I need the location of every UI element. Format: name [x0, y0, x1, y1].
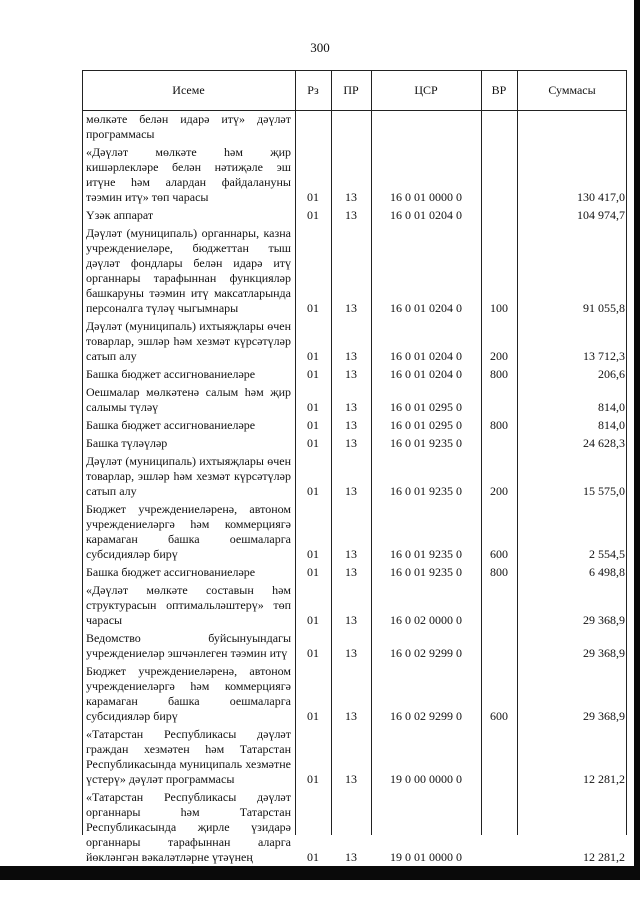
cell-name: Дәүләт (муниципаль) ихтыяҗлары өчен товарлар, эшләр һәм хезмәт күрсәтүләр сатып алу	[86, 319, 291, 363]
cell-name: Дәүләт (муниципаль) органнары, казна учреждениеләре, бюджеттан тыш дәүләт фондлары белән идарә итү органнары тарафыннан функцияләр башкаруны тәэмин итү максатларында персоналга түләү чыгымнары	[86, 226, 291, 315]
table-row	[82, 664, 627, 727]
cell-sum: 814,0	[598, 400, 625, 414]
cell-name: Башка бюджет ассигнованиеләре	[86, 418, 256, 432]
cell-pr: 13	[345, 646, 357, 660]
cell-sum: 29 368,9	[583, 613, 625, 627]
table-row	[82, 790, 627, 868]
cell-pr: 13	[345, 484, 357, 498]
cell-name: Бюджет учреждениеләренә, автоном учреждениеләргә һәм коммерциягә карамаган башка оешмаларга субсидияләр бирү	[86, 502, 291, 561]
cell-name: Ведомство буйсынуындагы учреждениеләр эшчәнлеген тәэмин итү	[86, 631, 291, 660]
cell-name: Башка бюджет ассигнованиеләре	[86, 565, 256, 579]
cell-rz: 01	[307, 646, 319, 660]
table-row	[82, 631, 627, 664]
table-row	[82, 583, 627, 631]
cell-rz: 01	[307, 349, 319, 363]
cell-csr: 16 0 01 0204 0	[390, 301, 462, 315]
cell-csr: 19 0 01 0000 0	[390, 850, 462, 864]
table-row	[82, 319, 627, 367]
cell-pr: 13	[345, 850, 357, 864]
table-row	[82, 145, 627, 208]
cell-sum: 2 554,5	[589, 547, 625, 561]
cell-sum: 814,0	[598, 418, 625, 432]
cell-csr: 16 0 01 9235 0	[390, 547, 462, 561]
cell-name: мөлкәте белән идарә итү» дәүләт программасы	[86, 112, 291, 141]
cell-csr: 16 0 02 0000 0	[390, 613, 462, 627]
cell-rz: 01	[307, 400, 319, 414]
scan-bottom-bar	[0, 866, 640, 880]
scan-edge	[634, 0, 640, 866]
header-rz: Рз	[307, 82, 319, 97]
cell-csr: 16 0 02 9299 0	[390, 646, 462, 660]
cell-csr: 16 0 01 0295 0	[390, 418, 462, 432]
cell-sum: 12 281,2	[583, 772, 625, 786]
cell-sum: 15 575,0	[583, 484, 625, 498]
header-name: Исеме	[172, 82, 205, 97]
table-row	[82, 418, 627, 436]
cell-pr: 13	[345, 565, 357, 579]
cell-csr: 16 0 01 9235 0	[390, 565, 462, 579]
cell-pr: 13	[345, 772, 357, 786]
cell-name: Бюджет учреждениеләренә, автоном учреждениеләргә һәм коммерциягә карамаган башка оешмаларга субсидияләр бирү	[86, 664, 291, 723]
cell-rz: 01	[307, 436, 319, 450]
cell-csr: 19 0 00 0000 0	[390, 772, 462, 786]
cell-sum: 130 417,0	[577, 190, 625, 204]
header-bottom-border	[82, 110, 627, 111]
table-row	[82, 436, 627, 454]
table-body	[82, 112, 627, 868]
table-row	[82, 226, 627, 319]
cell-pr: 13	[345, 349, 357, 363]
table-row	[82, 112, 627, 145]
cell-rz: 01	[307, 208, 319, 222]
cell-sum: 6 498,8	[589, 565, 625, 579]
cell-csr: 16 0 01 9235 0	[390, 436, 462, 450]
cell-vr: 800	[490, 418, 508, 432]
cell-sum: 29 368,9	[583, 709, 625, 723]
cell-csr: 16 0 02 9299 0	[390, 709, 462, 723]
cell-rz: 01	[307, 613, 319, 627]
cell-sum: 13 712,3	[583, 349, 625, 363]
cell-name: Дәүләт (муниципаль) ихтыяҗлары өчен товарлар, эшләр һәм хезмәт күрсәтүләр сатып алу	[86, 454, 291, 498]
cell-pr: 13	[345, 208, 357, 222]
header-csr: ЦСР	[414, 82, 438, 97]
cell-name: «Дәүләт мөлкәте һәм җир кишәрлекләре белән нәтиҗәле эш итүне һәм алардан файдалануны тәэмин итү» төп чарасы	[86, 145, 291, 204]
cell-pr: 13	[345, 418, 357, 432]
header-vr: ВР	[491, 82, 507, 97]
cell-rz: 01	[307, 190, 319, 204]
header-sum: Суммасы	[548, 82, 596, 97]
cell-vr: 100	[490, 301, 508, 315]
cell-csr: 16 0 01 0000 0	[390, 190, 462, 204]
cell-rz: 01	[307, 418, 319, 432]
table-row	[82, 502, 627, 565]
cell-sum: 12 281,2	[583, 850, 625, 864]
cell-vr: 200	[490, 349, 508, 363]
table-row	[82, 385, 627, 418]
table-row	[82, 727, 627, 790]
cell-pr: 13	[345, 400, 357, 414]
cell-sum: 104 974,7	[577, 208, 625, 222]
cell-sum: 206,6	[598, 367, 625, 381]
cell-name: «Татарстан Республикасы дәүләт граждан хезмәтен һәм Татарстан Республикасында муниципаль хезмәтне үстерү» дәүләт программасы	[86, 727, 291, 786]
cell-vr: 600	[490, 709, 508, 723]
cell-csr: 16 0 01 0204 0	[390, 367, 462, 381]
cell-name: Оешмалар мөлкәтенә салым һәм җир салымы түләү	[86, 385, 291, 414]
cell-csr: 16 0 01 0204 0	[390, 208, 462, 222]
cell-sum: 29 368,9	[583, 646, 625, 660]
cell-sum: 91 055,8	[583, 301, 625, 315]
table-row	[82, 565, 627, 583]
cell-rz: 01	[307, 772, 319, 786]
cell-csr: 16 0 01 9235 0	[390, 484, 462, 498]
cell-csr: 16 0 01 0295 0	[390, 400, 462, 414]
cell-rz: 01	[307, 709, 319, 723]
cell-vr: 800	[490, 565, 508, 579]
cell-pr: 13	[345, 547, 357, 561]
cell-name: «Дәүләт мөлкәте составын һәм структурасын оптимальләштерү» төп чарасы	[86, 583, 291, 627]
cell-rz: 01	[307, 547, 319, 561]
cell-name: «Татарстан Республикасы дәүләт органнары һәм Татарстан Республикасында җирле үзидарә органнары тарафыннан аларга йөкләнгән вәкаләтләрне үтәүнең	[86, 790, 291, 864]
page-number: 300	[310, 40, 330, 55]
table-row	[82, 367, 627, 385]
cell-sum: 24 628,3	[583, 436, 625, 450]
cell-pr: 13	[345, 367, 357, 381]
cell-pr: 13	[345, 613, 357, 627]
table-row	[82, 208, 627, 226]
cell-pr: 13	[345, 190, 357, 204]
table-row	[82, 454, 627, 502]
cell-vr: 800	[490, 367, 508, 381]
cell-rz: 01	[307, 367, 319, 381]
cell-name: Башка түләүләр	[86, 436, 168, 450]
cell-vr: 600	[490, 547, 508, 561]
cell-name: Үзәк аппарат	[86, 208, 154, 222]
cell-name: Башка бюджет ассигнованиеләре	[86, 367, 256, 381]
cell-vr: 200	[490, 484, 508, 498]
cell-csr: 16 0 01 0204 0	[390, 349, 462, 363]
header-pr: ПР	[343, 82, 359, 97]
cell-pr: 13	[345, 709, 357, 723]
cell-rz: 01	[307, 565, 319, 579]
cell-pr: 13	[345, 436, 357, 450]
cell-rz: 01	[307, 850, 319, 864]
cell-pr: 13	[345, 301, 357, 315]
cell-rz: 01	[307, 484, 319, 498]
cell-rz: 01	[307, 301, 319, 315]
